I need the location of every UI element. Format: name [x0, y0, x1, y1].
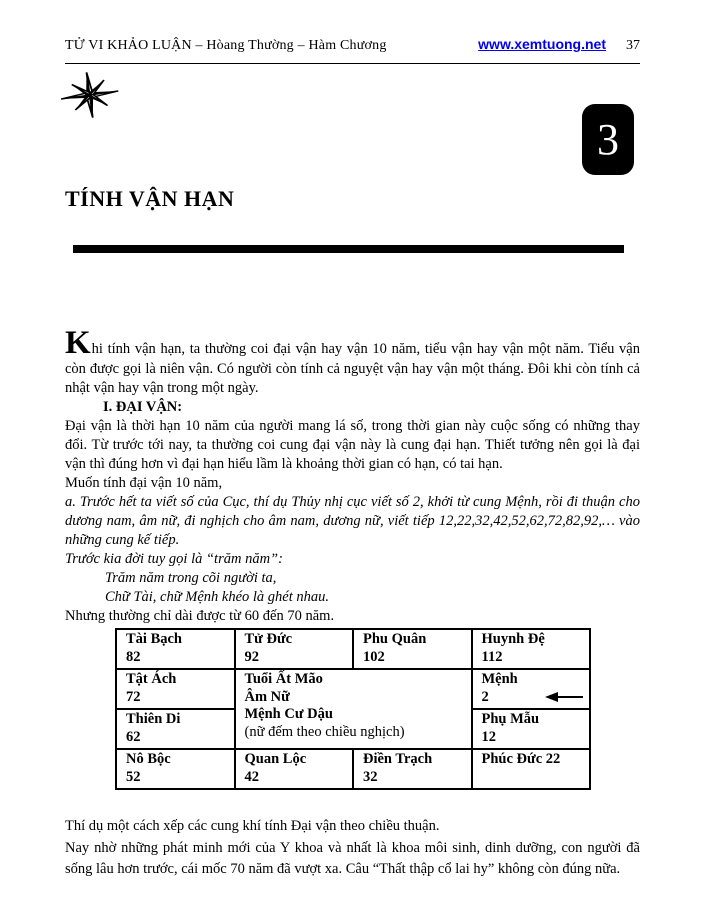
chapter-title: TÍNH VẬN HẠN: [65, 186, 235, 211]
drop-cap: K: [65, 325, 92, 361]
paragraph-intro-text: hi tính vận hạn, ta thường coi đại vận hay vận 10 năm, tiểu vận hay vận một năm. Tiểu vận còn được gọi là niên vận. Có người còn tính cả nguyệt vận hay vận một tháng. Đôi khi còn tính cả nhật vận hay vận trong một ngày.: [65, 341, 640, 396]
paragraph-muon-tinh: Muốn tính đại vận 10 năm,: [65, 475, 223, 491]
compass-rose-icon: [58, 68, 123, 127]
page-header: [65, 36, 640, 64]
closing-text: [65, 816, 640, 881]
table-row: [116, 669, 590, 709]
section-heading-dai-van: I. ĐẠI VẬN:: [103, 399, 183, 415]
verse-line-2: Chữ Tài, chữ Mệnh khéo là ghét nhau.: [105, 589, 330, 605]
cell-thien-di: Thiên Di 62: [116, 709, 235, 749]
paragraph-instruction-a: a. Trước hết ta viết số của Cục, thí dụ Thủy nhị cục viết số 2, khởi từ cung Mệnh, rồi đi thuận cho dương nam, âm nữ, đi nghịch cho âm nam, dương nữ, viết tiếp 12,22,32,42,52,62,72,82,92,… vào những cung kế tiếp.: [65, 494, 640, 548]
cell-tu-duc: Tử Đức 92: [235, 629, 354, 669]
paragraph-intro: [65, 327, 640, 398]
title-rule: [73, 245, 624, 253]
chapter-number-box: [582, 104, 634, 175]
header-right: [478, 36, 640, 54]
paragraph-nhung-thuong: Nhưng thường chỉ dài được từ 60 đến 70 năm.: [65, 608, 335, 624]
cell-phu-quan: Phu Quân 102: [353, 629, 472, 669]
cell-dien-trach: Điền Trạch 32: [353, 749, 472, 789]
left-arrow-icon: [545, 692, 583, 702]
palace-chart-table: [115, 628, 591, 790]
book-title: TỬ VI KHẢO LUẬN – Hòang Thường – Hàm Chương: [65, 38, 387, 53]
decoration-row: [65, 64, 640, 186]
cell-phu-mau: Phụ Mẫu 12: [472, 709, 591, 749]
paragraph-nay-nho: Nay nhờ những phát minh mới của Y khoa và nhất là khoa môi sinh, dinh dưỡng, con người đã sống lâu hơn trước, cái mốc 70 năm đã vượt xa. Câu “Thất thập cổ lai hy” không còn đúng nữa.: [65, 839, 640, 877]
paragraph-tram-nam-intro: Trước kia đời tuy gọi là “trăm năm”:: [65, 551, 283, 567]
cell-no-boc: Nô Bộc 52: [116, 749, 235, 789]
cell-huynh-de: Huynh Đệ 112: [472, 629, 591, 669]
verse-line-1: Trăm năm trong cõi người ta,: [105, 570, 277, 586]
body-text: [65, 327, 640, 626]
cell-tai-bach: Tài Bạch 82: [116, 629, 235, 669]
table-row: [116, 629, 590, 669]
table-row: [116, 749, 590, 789]
cell-center-info: Tuổi Ất Mão Âm Nữ Mệnh Cư Dậu (nữ đếm theo chiều nghịch): [235, 669, 472, 749]
paragraph-thi-du: Thí dụ một cách xếp các cung khí tính Đại vận theo chiều thuận.: [65, 818, 440, 834]
cell-quan-loc: Quan Lộc 42: [235, 749, 354, 789]
cell-tat-ach: Tật Ách 72: [116, 669, 235, 709]
paragraph-dai-van: Đại vận là thời hạn 10 năm của người mang lá số, trong thời gian này cuộc sống có những thay đổi. Từ trước tới nay, ta thường coi cung đại vận này là cung đại hạn. Thiết tưởng nên gọi là đại vận thì đúng hơn vì đại hạn hiểu lầm là khoảng thời gian có hạn, có tai hạn.: [65, 418, 640, 472]
chapter-number: 3: [597, 114, 619, 164]
page-number: 37: [626, 38, 640, 53]
cell-phuc-duc: Phúc Đức 22: [472, 749, 591, 789]
cell-menh: Mệnh 2: [472, 669, 591, 709]
website-link[interactable]: www.xemtuong.net: [478, 36, 606, 52]
